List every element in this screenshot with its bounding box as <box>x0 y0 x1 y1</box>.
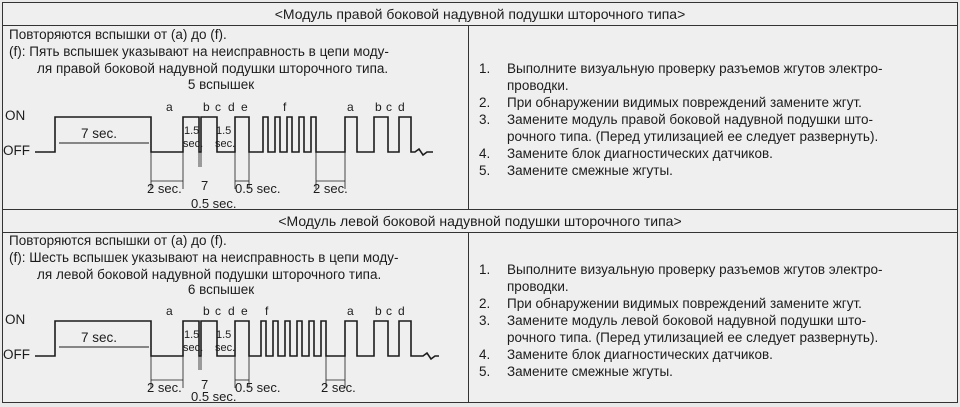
description-right-module <box>3 26 469 209</box>
seven-sec-label: 7 sec. <box>81 330 118 345</box>
flash-description-line2: ля левой боковой надувной подушки шторочного типа. <box>37 267 382 282</box>
letter-d-repeat: d <box>398 100 405 114</box>
off-label: OFF <box>3 347 30 362</box>
letter-b: b <box>203 100 210 114</box>
flash-timing-diagram <box>3 77 463 209</box>
section-title-right-module: <Модуль правой боковой надувной подушки шторочного типа> <box>3 3 957 26</box>
half-sec-label: 0.5 sec. <box>235 181 281 196</box>
off-label: OFF <box>3 143 30 158</box>
letter-d: d <box>228 100 235 114</box>
sec-label-2: sec. <box>215 342 236 354</box>
letter-c-repeat: c <box>386 304 392 318</box>
sec-label: sec. <box>183 138 204 150</box>
document-page <box>2 2 958 403</box>
step-item: 1. Выполните визуальную проверку разъемов жгутов электро- проводки. <box>479 61 883 93</box>
sec-label-2: sec. <box>215 138 236 150</box>
flash-description-line1: (f): Пять вспышек указывают на неисправность в цепи моду- <box>9 44 389 59</box>
section-title-left-module: <Модуль левой боковой надувной подушки шторочного типа> <box>3 209 957 233</box>
step-item: 2. При обнаружении видимых повреждений замените жгут. <box>479 296 862 311</box>
flash-description-line2: ля правой боковой надувной подушки шторочного типа. <box>37 61 389 76</box>
half-sec-label-bottom: 0.5 sec. <box>191 389 237 402</box>
two-sec-label: 2 sec. <box>147 380 182 395</box>
steps-left-module <box>473 261 953 380</box>
seven-mark: 7 <box>201 178 209 193</box>
step-item: 4. Замените блок диагностических датчиков. <box>479 146 773 161</box>
step-item: 3. Замените модуль правой боковой надувной подушки што- рочного типа. (Перед утилизацией ее следует развернуть). <box>479 112 879 144</box>
letter-a-repeat: a <box>347 100 354 114</box>
letter-c-repeat: c <box>386 100 392 114</box>
step-item: 4. Замените блок диагностических датчиков. <box>479 347 773 362</box>
seven-mark: 7 <box>201 377 209 392</box>
two-sec-label-2: 2 sec. <box>313 181 348 196</box>
one-five-label-2: 1.5 <box>216 125 232 137</box>
half-sec-label-bottom: 0.5 sec. <box>191 196 237 209</box>
flash-count-label: 6 вспышек <box>187 282 255 297</box>
letter-f: f <box>265 304 269 318</box>
letter-b: b <box>203 304 210 318</box>
repeat-text: Повторяются вспышки от (a) до (f). <box>9 27 227 42</box>
two-sec-label: 2 sec. <box>147 181 182 196</box>
steps-right-module <box>473 60 953 179</box>
letter-c: c <box>215 304 221 318</box>
on-label: ON <box>5 312 26 327</box>
step-item: 2. При обнаружении видимых повреждений замените жгут. <box>479 95 862 110</box>
half-sec-label: 0.5 sec. <box>235 380 281 395</box>
letter-e: e <box>241 304 248 318</box>
letter-d: d <box>228 304 235 318</box>
one-five-label: 1.5 <box>184 329 200 341</box>
letter-a-repeat: a <box>347 304 354 318</box>
letter-b-repeat: b <box>375 304 382 318</box>
step-item: 5. Замените смежные жгуты. <box>479 163 673 178</box>
flash-count-label: 5 вспышек <box>187 77 255 92</box>
sec-label: sec. <box>183 342 204 354</box>
letter-f: f <box>283 100 287 114</box>
letter-e: e <box>241 100 248 114</box>
step-item: 1. Выполните визуальную проверку разъемов жгутов электро- проводки. <box>479 262 883 294</box>
letter-d-repeat: d <box>398 304 405 318</box>
letter-a: a <box>166 304 173 318</box>
letter-b-repeat: b <box>375 100 382 114</box>
repeat-text: Повторяются вспышки от (a) до (f). <box>9 233 227 248</box>
on-label: ON <box>5 108 26 123</box>
step-item: 5. Замените смежные жгуты. <box>479 364 673 379</box>
description-left-module <box>3 232 469 402</box>
seven-sec-label: 7 sec. <box>81 126 118 141</box>
flash-timing-diagram <box>3 282 463 402</box>
two-sec-label-2: 2 sec. <box>321 380 356 395</box>
step-item: 3. Замените модуль левой боковой надувной подушки што- рочного типа. (Перед утилизацией ее следует развернуть). <box>479 313 879 345</box>
one-five-label: 1.5 <box>184 125 200 137</box>
one-five-label-2: 1.5 <box>216 329 232 341</box>
letter-c: c <box>215 100 221 114</box>
flash-description-line1: (f): Шесть вспышек указывают на неисправность в цепи моду- <box>9 250 399 265</box>
letter-a: a <box>166 100 173 114</box>
